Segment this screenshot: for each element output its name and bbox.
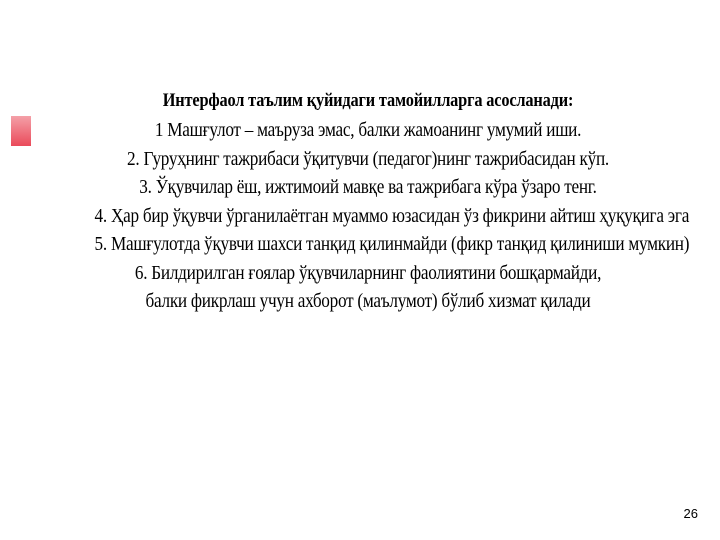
principle-line-6: 6. Билдирилган ғоялар ўқувчиларнинг фаолиятини бошқармайди,: [134, 261, 602, 284]
principle-line-5: 5. Машғулотда ўқувчи шахси танқид қилинмайди (фикр танқид қилиниши мумкин): [94, 233, 690, 255]
principle-line-1: 1 Машғулот – маъруза эмас, балки жамоанинг умумий иши.: [154, 119, 582, 141]
bullet-accent-shape: [11, 116, 31, 146]
principle-line-6-continuation: балки фикрлаш учун ахборот (маълумот) бўлиб хизмат қилади: [145, 290, 591, 312]
principle-line-4: 4. Ҳар бир ўқувчи ўрганилаётган муаммо юзасидан ўз фикрини айтиш ҳуқуқига эга: [94, 204, 690, 227]
principle-line-3: 3. Ўқувчилар ёш, ижтимоий мавқе ва тажрибага кўра ўзаро тенг.: [139, 176, 597, 198]
slide-heading: Интерфаол таълим қуйидаги тамойилларга асосланади:: [162, 90, 574, 111]
principle-line-2: 2. Гуруҳнинг тажрибаси ўқитувчи (педагог)нинг тажрибасидан кўп.: [127, 147, 609, 170]
page-number: 26: [683, 506, 698, 521]
slide-text-block: [50, 86, 690, 316]
